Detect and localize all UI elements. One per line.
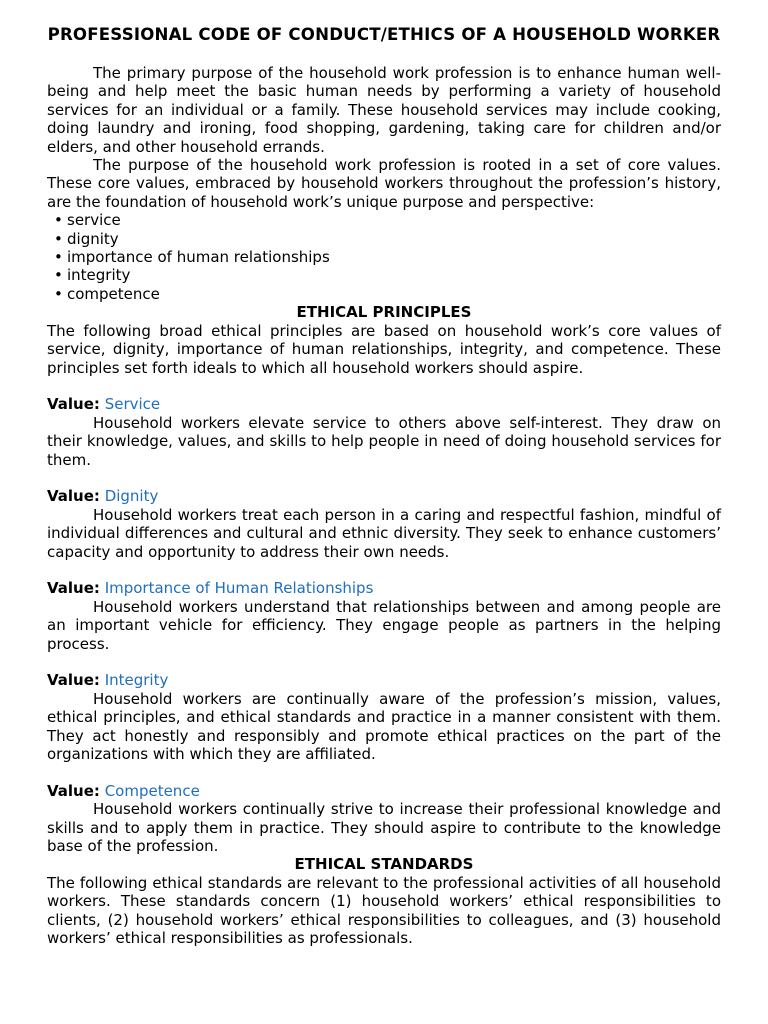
value-label: Value: <box>47 487 100 506</box>
list-item: • service <box>54 211 721 229</box>
spacer <box>47 653 721 671</box>
value-name: Competence <box>104 781 200 800</box>
title-block <box>47 25 721 45</box>
value-heading <box>47 579 721 597</box>
value-description: Household workers elevate service to others above self-interest. They draw on their knowledge, values, and skills to help people in need of doing household services for them. <box>47 413 721 469</box>
value-description: Household workers treat each person in a caring and respectful fashion, mindful of individual differences and cultural and ethnic diversity. They seek to enhance customers’ capacity and opportunity to address their own needs. <box>47 505 721 561</box>
value-name: Dignity <box>104 487 159 506</box>
value-section-competence <box>47 782 721 856</box>
principles-heading: ETHICAL PRINCIPLES <box>296 303 472 322</box>
value-label: Value: <box>47 781 100 800</box>
value-section-integrity <box>47 671 721 763</box>
value-name: Integrity <box>104 671 169 690</box>
list-item: • importance of human relationships <box>54 248 721 266</box>
value-heading <box>47 395 721 413</box>
spacer <box>47 763 721 781</box>
principles-intro: The following broad ethical principles are based on household work’s core values of service, dignity, importance of human relationships, integrity, and competence. These principles set forth ideals to which all household workers should aspire. <box>47 321 721 377</box>
value-label: Value: <box>47 671 100 690</box>
value-label: Value: <box>47 395 100 414</box>
intro-paragraph-1: The primary purpose of the household work profession is to enhance human well-being and help meet the basic human needs by performing a variety of household services for an individual or a family. These household services may include cooking, doing laundry and ironing, food shopping, gardening, taking care for children and/or elders, and other household errands. <box>47 64 721 156</box>
spacer <box>47 469 721 487</box>
intro-paragraph-2: The purpose of the household work profession is rooted in a set of core values. These core values, embraced by household workers throughout the profession’s history, are the foundation of household work’s unique purpose and perspective: <box>47 156 721 211</box>
spacer <box>47 561 721 579</box>
value-name: Importance of Human Relationships <box>104 579 374 598</box>
list-item: • integrity <box>54 266 721 284</box>
value-label: Value: <box>47 579 100 598</box>
value-heading <box>47 782 721 800</box>
value-section-service <box>47 395 721 469</box>
standards-intro: The following ethical standards are relevant to the professional activities of all household workers. These standards concern (1) household workers’ ethical responsibilities to clients, (2) household workers’ ethical responsibilities to colleagues, and (3) household workers’ ethical responsibilities as professionals. <box>47 873 721 948</box>
list-item: • dignity <box>54 230 721 248</box>
value-description: Household workers understand that relationships between and among people are an important vehicle for efficiency. They engage people as partners in the helping process. <box>47 597 721 653</box>
spacer <box>47 377 721 395</box>
page-title: PROFESSIONAL CODE OF CONDUCT/ETHICS OF A HOUSEHOLD WORKER <box>47 25 721 44</box>
value-description: Household workers continually strive to increase their professional knowledge and skills and to apply them in practice. They should aspire to contribute to the knowledge base of the profession. <box>47 800 721 855</box>
value-section-dignity <box>47 487 721 561</box>
list-item: • competence <box>54 285 721 303</box>
value-heading <box>47 487 721 505</box>
core-values-list <box>47 211 721 303</box>
value-description: Household workers are continually aware of the profession’s mission, values, ethical principles, and ethical standards and practice in a manner consistent with them. They act honestly and responsibly and promote ethical practices on the part of the organizations with which they are affiliated. <box>47 689 721 763</box>
value-heading <box>47 671 721 689</box>
standards-heading: ETHICAL STANDARDS <box>294 855 474 874</box>
value-section-relationships <box>47 579 721 653</box>
value-name: Service <box>104 395 161 414</box>
